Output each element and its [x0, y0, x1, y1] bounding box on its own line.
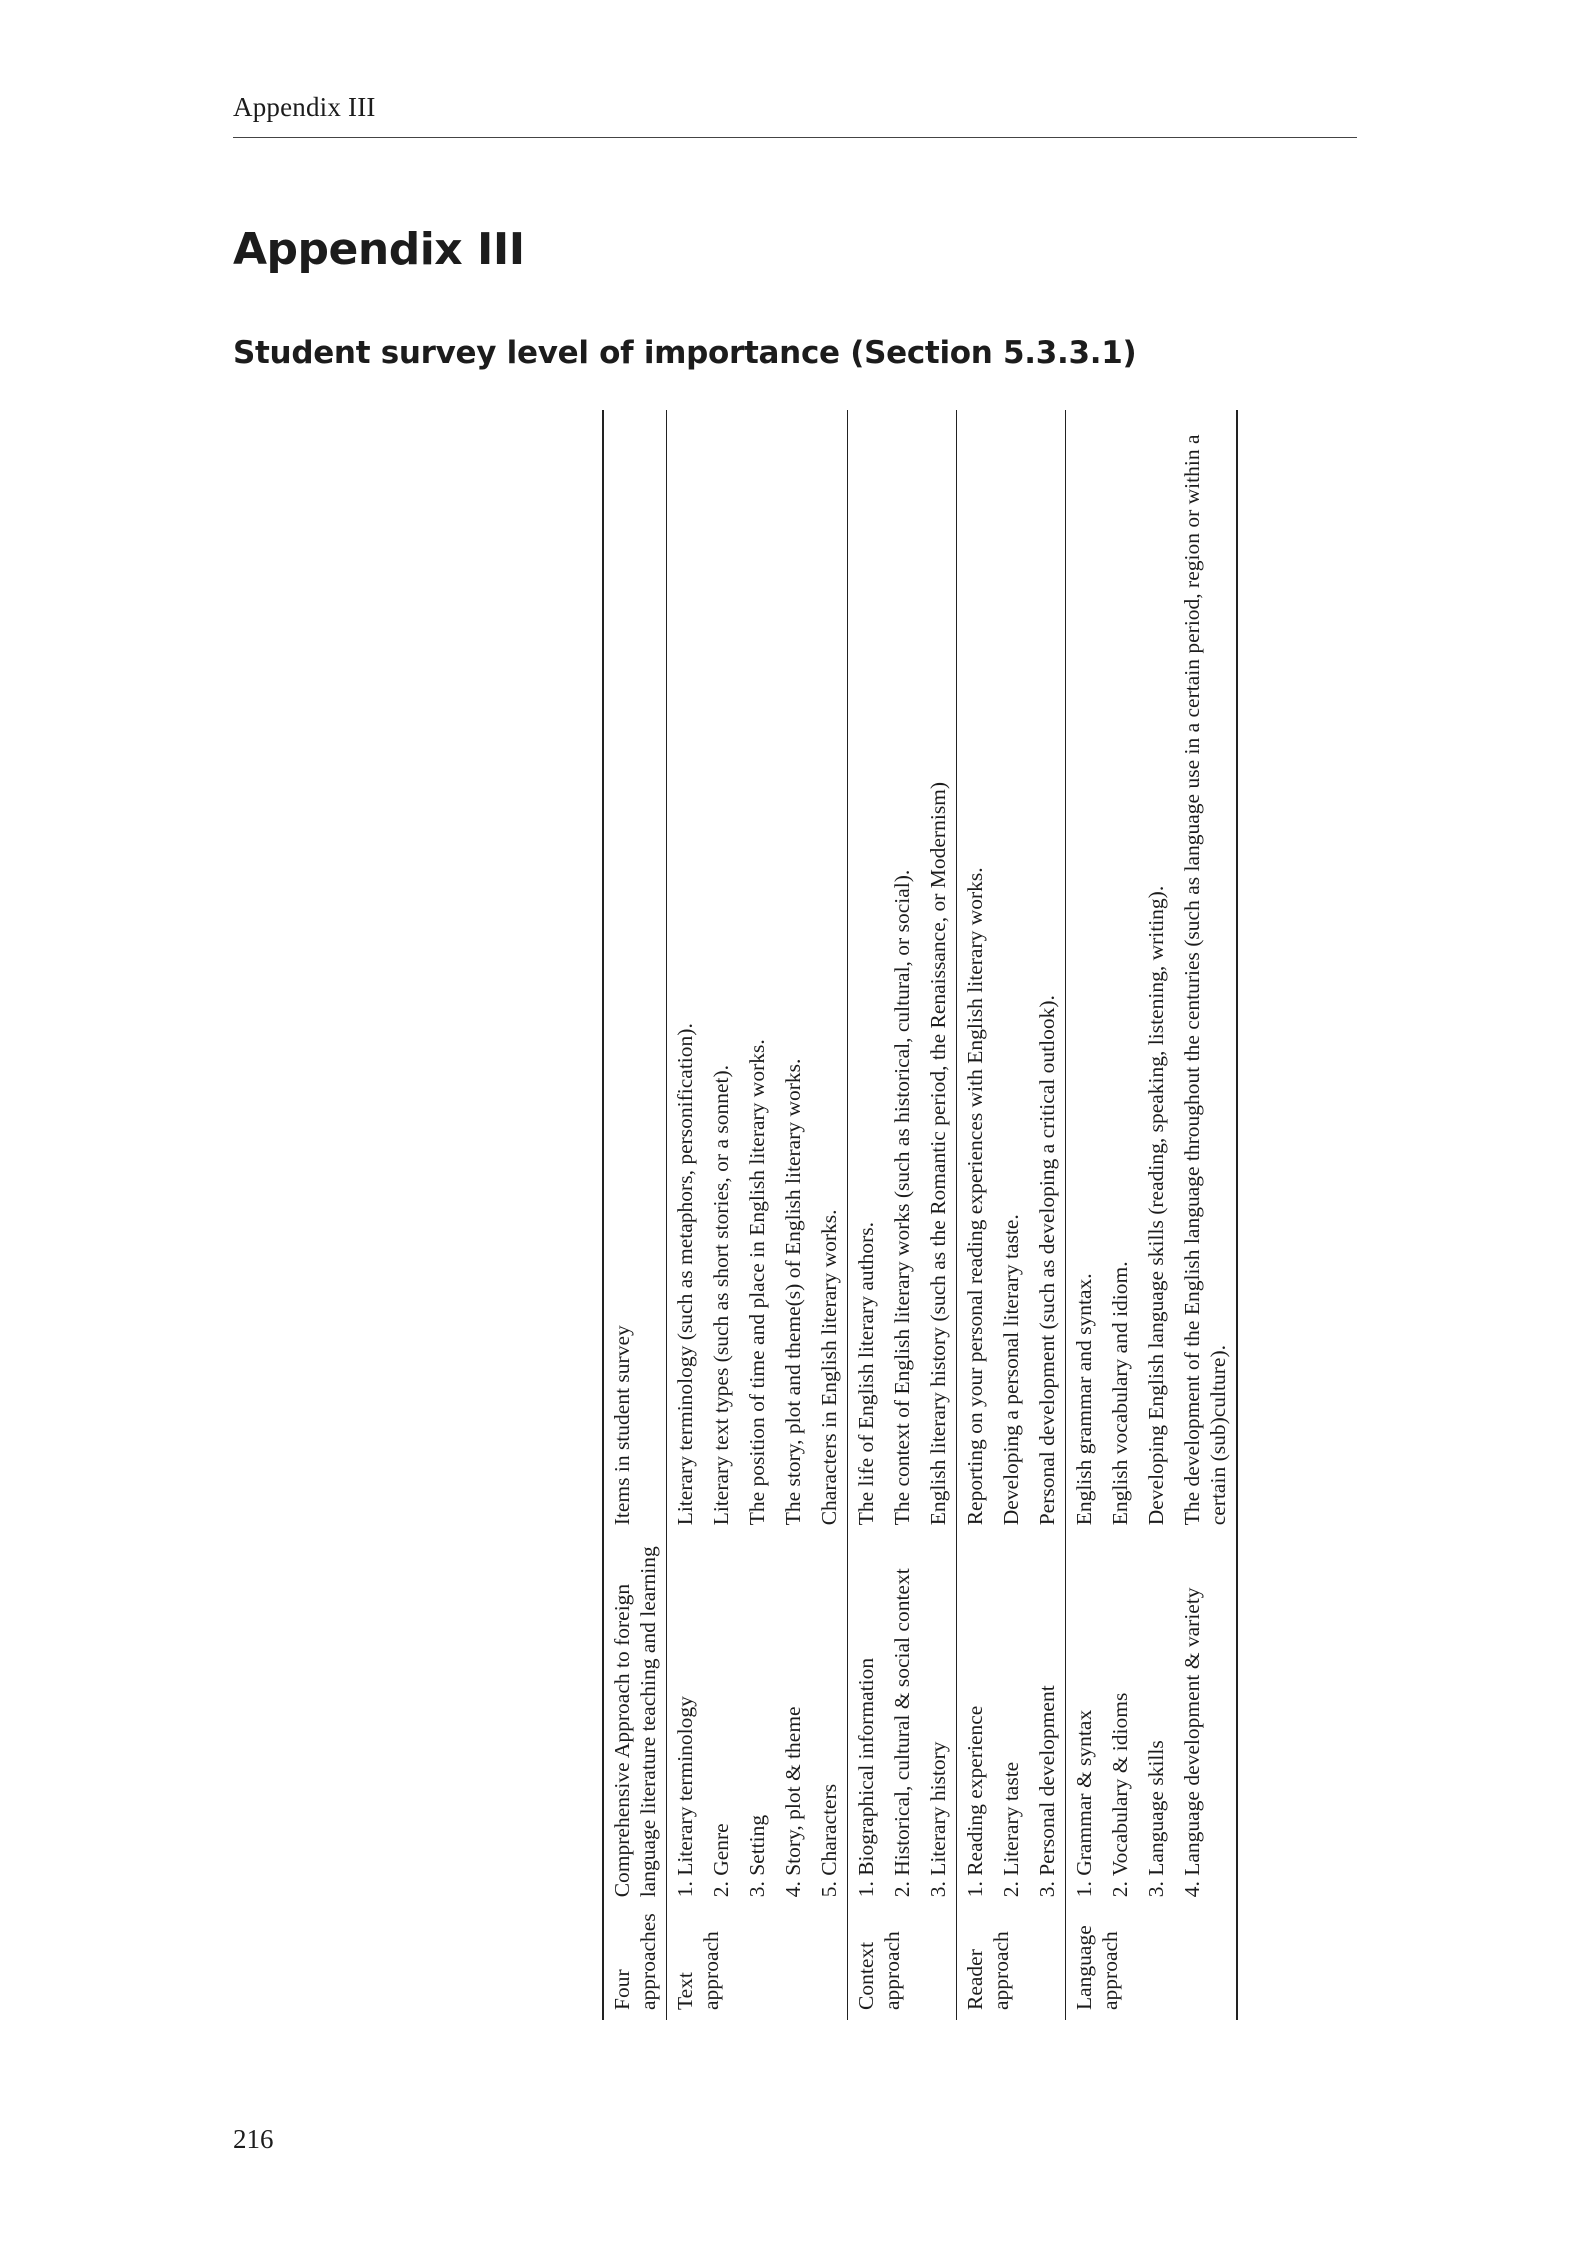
- component-cell: 2. Literary taste: [999, 1761, 1023, 1898]
- item-cell: Literary text types (such as short stories, or a sonnet).: [709, 1064, 733, 1526]
- rotated-table-container: [602, 410, 1278, 2020]
- item-cell: Developing a personal literary taste.: [999, 1214, 1023, 1526]
- language-approach-group: [1066, 410, 1238, 2020]
- page-title: Appendix III: [233, 224, 525, 275]
- component-cell: 4. Story, plot & theme: [781, 1706, 805, 1898]
- item-cell: Literary terminology (such as metaphors, personification).: [673, 1023, 697, 1526]
- component-cell: 3. Literary history: [926, 1741, 950, 1898]
- table-row: [775, 410, 811, 2020]
- component-cell: 2. Genre: [709, 1823, 733, 1898]
- survey-table: [602, 410, 1238, 2020]
- table-row: [920, 410, 957, 2020]
- item-cell: Developing English language skills (reading, speaking, listening, writing).: [1144, 885, 1168, 1526]
- table-row: [993, 410, 1029, 2020]
- item-cell: Personal development (such as developing a critical outlook).: [1035, 995, 1059, 1526]
- component-cell: 3. Language skills: [1144, 1740, 1168, 1898]
- item-cell: The life of English literary authors.: [854, 1221, 878, 1526]
- table-row: [739, 410, 775, 2020]
- table-header-row: [603, 410, 667, 2020]
- component-cell: 1. Reading experience: [963, 1705, 987, 1898]
- component-cell: 5. Characters: [817, 1783, 841, 1898]
- header-comprehensive-approach: Comprehensive Approach to foreign language literature teaching and learning: [610, 1546, 660, 1898]
- text-approach-group: [667, 410, 848, 2020]
- table-row: [1174, 410, 1237, 2020]
- approach-cell: Text approach: [673, 1931, 723, 2010]
- context-approach-group: [848, 410, 957, 2020]
- table-row: [667, 410, 704, 2020]
- header-rule: [233, 137, 1357, 138]
- item-cell: The position of time and place in English literary works.: [745, 1039, 769, 1526]
- approach-cell: Language approach: [1072, 1925, 1122, 2010]
- component-cell: 1. Grammar & syntax: [1072, 1709, 1096, 1898]
- table-row: [703, 410, 739, 2020]
- table-row: [957, 410, 994, 2020]
- item-cell: English vocabulary and idiom.: [1108, 1261, 1132, 1526]
- header-survey-items: Items in student survey: [610, 1325, 634, 1526]
- table-row: [1029, 410, 1066, 2020]
- approach-cell: Context approach: [854, 1931, 904, 2010]
- reader-approach-group: [957, 410, 1066, 2020]
- component-cell: 4. Language development & variety: [1180, 1587, 1204, 1898]
- component-cell: 2. Historical, cultural & social context: [890, 1568, 914, 1898]
- table-row: [1138, 410, 1174, 2020]
- item-cell: Reporting on your personal reading experiences with English literary works.: [963, 867, 987, 1526]
- table-row: [848, 410, 885, 2020]
- item-cell: The context of English literary works (such as historical, cultural, or social).: [890, 869, 914, 1526]
- component-cell: 3. Setting: [745, 1814, 769, 1898]
- component-cell: 1. Biographical information: [854, 1657, 878, 1898]
- component-cell: 1. Literary terminology: [673, 1696, 697, 1898]
- item-cell: English literary history (such as the Romantic period, the Renaissance, or Modernism): [926, 781, 950, 1526]
- table-row: [1102, 410, 1138, 2020]
- item-cell: The development of the English language throughout the centuries (such as language use in a certain period, region or within a certain (sub)culture).: [1180, 434, 1230, 1526]
- approach-cell: Reader approach: [963, 1931, 1013, 2010]
- component-cell: 3. Personal development: [1035, 1685, 1059, 1898]
- running-head: Appendix III: [233, 92, 376, 122]
- header-four-approaches: Four approaches: [610, 1913, 660, 2010]
- page-number: 216: [233, 2124, 274, 2154]
- item-cell: Characters in English literary works.: [817, 1209, 841, 1526]
- table-row: [1066, 410, 1103, 2020]
- item-cell: English grammar and syntax.: [1072, 1273, 1096, 1526]
- component-cell: 2. Vocabulary & idioms: [1108, 1692, 1132, 1898]
- section-title: Student survey level of importance (Section 5.3.3.1): [233, 335, 1137, 371]
- table-row: [811, 410, 848, 2020]
- item-cell: The story, plot and theme(s) of English literary works.: [781, 1058, 805, 1526]
- table-row: [884, 410, 920, 2020]
